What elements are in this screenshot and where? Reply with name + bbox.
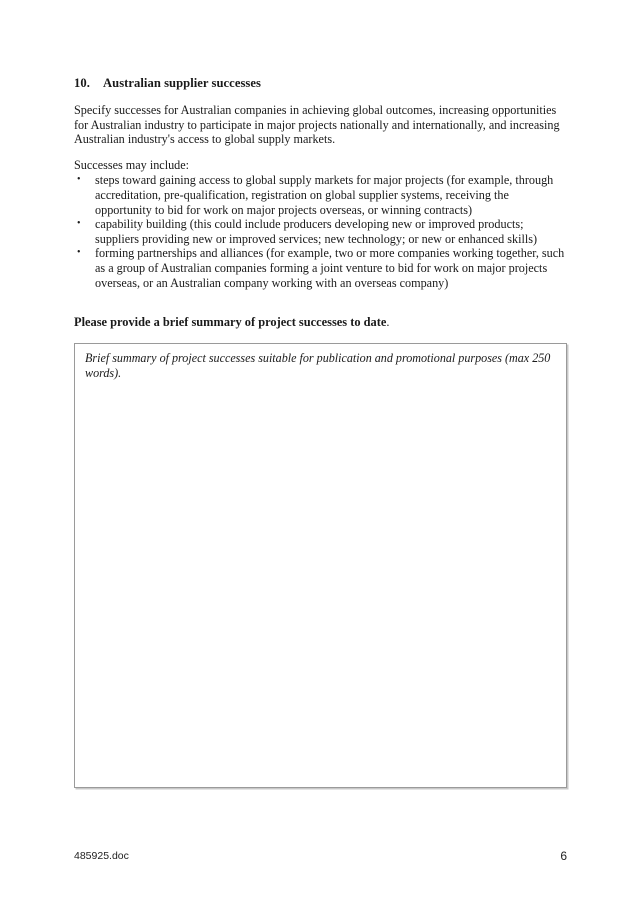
answer-placeholder-text: Brief summary of project successes suitable for publication and promotional purposes (max 250 words). xyxy=(85,351,551,380)
answer-prompt-bold-text: Please provide a brief summary of project successes to date xyxy=(74,315,387,330)
footer-filename: 485925.doc xyxy=(74,850,129,862)
answer-prompt-punctuation: . xyxy=(386,315,390,330)
list-item xyxy=(74,217,567,246)
list-item xyxy=(74,173,567,217)
section-heading xyxy=(74,76,567,91)
answer-text-box[interactable] xyxy=(74,343,567,788)
section-number: 10. xyxy=(74,76,90,90)
answer-prompt xyxy=(74,315,567,330)
list-item xyxy=(74,246,567,290)
intro-paragraph: Specify successes for Australian companies in achieving global outcomes, increasing opportunities for Australian industry to participate in major projects nationally and internationally, and increasing Australian industry's access to global supply markets. xyxy=(74,103,560,147)
list-item-text: forming partnerships and alliances (for example, two or more companies working together, such as a group of Australian companies forming a joint venture to bid for work on major projects overseas, or an Australian company working with an overseas company) xyxy=(95,246,565,290)
page-footer xyxy=(74,848,567,864)
section-title: Australian supplier successes xyxy=(103,76,261,90)
bullet-icon: • xyxy=(77,247,81,259)
list-item-text: steps toward gaining access to global supply markets for major projects (for example, through accreditation, pre-qualification, registration on global supplier systems, receiving the opportunity to bid for work on major projects overseas, or winning contracts) xyxy=(95,173,554,217)
footer-page-number: 6 xyxy=(560,849,567,863)
list-item-text: capability building (this could include producers developing new or improved products; suppliers providing new or improved services; new technology; or new or enhanced skills) xyxy=(95,217,538,246)
page-content xyxy=(74,76,567,342)
successes-bullet-list xyxy=(74,173,567,290)
list-lead-in: Successes may include: xyxy=(74,157,190,172)
bullet-icon: • xyxy=(77,218,81,230)
bullet-icon: • xyxy=(77,174,81,186)
